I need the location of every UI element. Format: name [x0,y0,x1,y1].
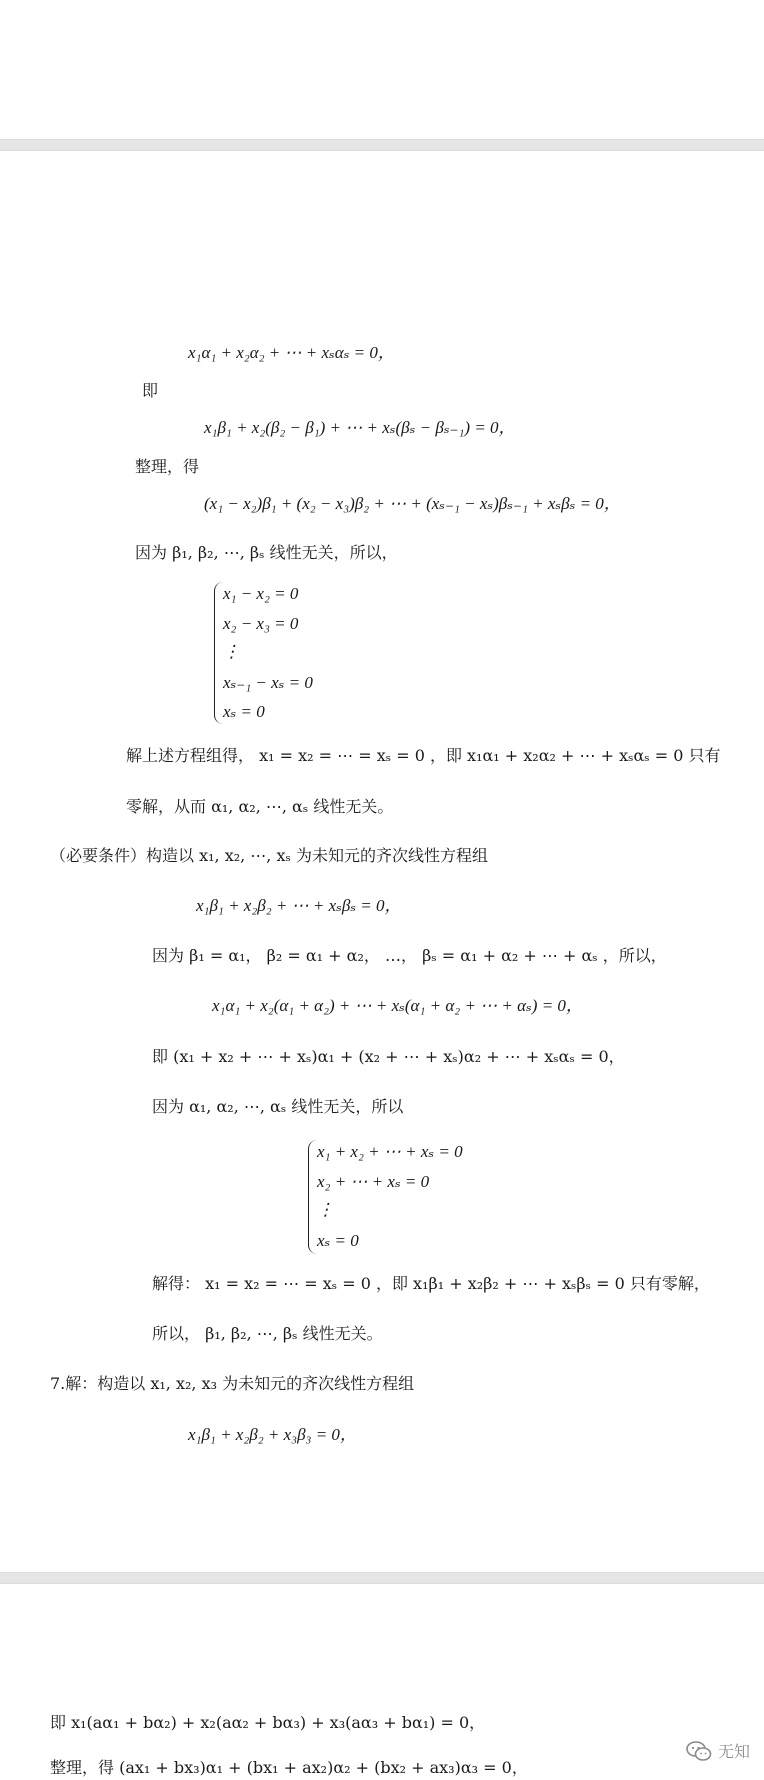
text-necessity: （必要条件）构造以 x₁, x₂, ⋯, xₛ 为未知元的齐次线性方程组 [50,846,488,865]
system2-row-2: x₂ + ⋯ + xₛ = 0 [317,1172,430,1191]
text-ji: 即 [142,381,159,400]
text-solve-system-2: 解得： x₁ = x₂ = ⋯ = xₛ = 0 ，即 x₁β₁ + x₂β₂ + ⋯ + xₛβₛ = 0 只有零解， [152,1274,710,1293]
text-zero-solution-1: 零解，从而 α₁, α₂, ⋯, αₛ 线性无关。 [126,797,394,816]
text-because-beta-independent: 因为 β₁, β₂, ⋯, βₛ 线性无关，所以， [135,543,398,562]
watermark-label: 无知 [717,1742,750,1761]
text-because-beta-def: 因为 β₁ = α₁， β₂ = α₁ + α₂， …， βₛ = α₁ + α₂ + ⋯ + αₛ ，所以， [152,946,667,965]
equation-system-2 [308,1140,479,1254]
text-conclusion-2: 所以， β₁, β₂, ⋯, βₛ 线性无关。 [152,1324,383,1343]
text-zhengli: 整理，得 [135,457,200,476]
system1-row-3: ⋮ [223,642,240,661]
equation-substituted: x₁α₁ + x₂(α₁ + α₂) + ⋯ + xₛ(α₁ + α₂ + ⋯ + αₛ) = 0， [212,996,583,1015]
watermark [686,1739,750,1762]
text-problem-7: 7.解：构造以 x₁, x₂, x₃ 为未知元的齐次线性方程组 [50,1374,415,1393]
system1-row-2: x₂ − x₃ = 0 [223,614,299,633]
text-page2-line-2: 整理，得 (ax₁ + bx₃)α₁ + (bx₁ + ax₂)α₂ + (bx₂ + ax₃)α₃ = 0， [50,1758,528,1777]
equation-sum-beta-diff: x₁β₁ + x₂(β₂ − β₁) + ⋯ + xₛ(βₛ − βₛ₋₁) = 0， [204,418,516,437]
text-equation-collected: 即 (x₁ + x₂ + ⋯ + xₛ)α₁ + (x₂ + ⋯ + xₛ)α₂ + ⋯ + xₛαₛ = 0， [152,1047,625,1066]
text-page2-line-1: 即 x₁(aα₁ + bα₂) + x₂(aα₂ + bα₃) + x₃(aα₃ + bα₁) = 0， [50,1713,486,1732]
equation-sum-alpha: x₁α₁ + x₂α₂ + ⋯ + xₛαₛ = 0， [188,343,395,362]
system1-row-1: x₁ − x₂ = 0 [223,584,299,603]
text-because-alpha-independent: 因为 α₁, α₂, ⋯, αₛ 线性无关，所以 [152,1097,404,1116]
page-separator-top [0,139,764,151]
equation-7: x₁β₁ + x₂β₂ + x₃β₃ = 0， [188,1425,357,1444]
equation-sum-beta: x₁β₁ + x₂β₂ + ⋯ + xₛβₛ = 0， [196,896,402,915]
wechat-icon [686,1740,712,1762]
equation-system-1 [214,582,345,724]
system2-row-4: xₛ = 0 [317,1231,359,1250]
text-solve-system-1: 解上述方程组得， x₁ = x₂ = ⋯ = xₛ = 0 ，即 x₁α₁ + x₂α₂ + ⋯ + xₛαₛ = 0 只有 [126,746,721,765]
equation-rearranged: (x₁ − x₂)β₁ + (x₂ − x₃)β₂ + ⋯ + (xₛ₋₁ − xₛ)βₛ₋₁ + xₛβₛ = 0， [204,494,621,513]
page-separator-bottom [0,1572,764,1584]
system1-row-5: xₛ = 0 [223,702,265,721]
system1-row-4: xₛ₋₁ − xₛ = 0 [223,673,313,692]
system2-row-1: x₁ + x₂ + ⋯ + xₛ = 0 [317,1142,463,1161]
system2-row-3: ⋮ [317,1200,334,1219]
